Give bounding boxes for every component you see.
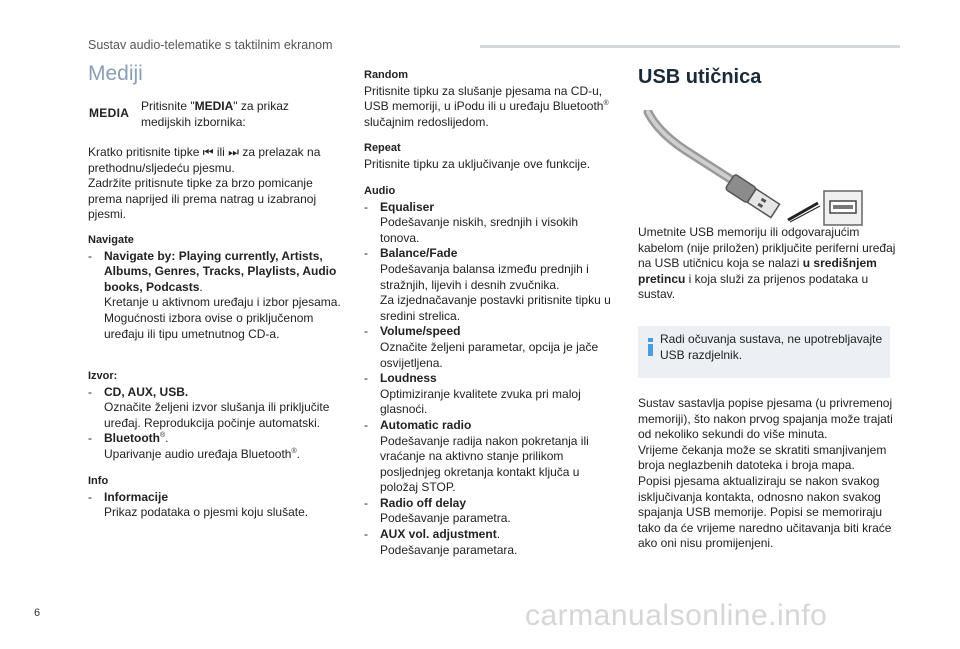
list-item: - Equaliser Podešavanje niskih, srednjih i visokih tonova. <box>364 199 579 245</box>
list-item: - Loudness Optimiziranje kvalitete zvuka pri maloj glasnoći. <box>364 371 581 417</box>
section-title-usb: USB utičnica <box>638 66 762 88</box>
random-label: Random <box>364 69 408 81</box>
media-instruction: Pritisnite "MEDIA" za prikaz medijskih izbornika: <box>141 99 289 129</box>
repeat-label: Repeat <box>364 142 401 154</box>
media-button-icon: MEDIA <box>89 106 130 120</box>
page-number: 6 <box>34 607 41 619</box>
repeat-section: Repeat Pritisnite tipku za uključivanje ove funkcije. <box>364 141 619 172</box>
izvor-label: Izvor: <box>88 370 118 382</box>
audio-label: Audio <box>364 185 396 197</box>
navigate-label: Navigate <box>88 234 134 246</box>
navigate-option: Navigate by: Playing currently, Artists, Albums, Genres, Tracks, Playlists, Audio books, Podcasts <box>104 248 337 294</box>
usb-instruction: Umetnite USB memoriju ili odgovarajućim kabelom (nije priložen) priključite periferni uređaj na USB utičnicu koja se nalazi u središnjem pretincu i koja služi za prijenos podataka u sustav. <box>638 225 896 302</box>
list-item: - Automatic radio Podešavanje radija nakon pokretanja ili vraćanje na aktivno stanje prilikom posljednjeg okretanja kontakt ključa u položaj STOP. <box>364 417 589 495</box>
navigate-section: Navigate - Navigate by: Playing currently, Artists, Albums, Genres, Tracks, Playlists, Audio books, Podcasts. Kretanje u aktivnom uređaju i izbor pjesama. Mogućnosti izbora ovise o priključenom uređaju ili tipu umetnutnog CD-a. <box>88 233 343 342</box>
usb-plug-illustration <box>640 110 880 230</box>
section-title-mediji: Mediji <box>88 62 143 85</box>
list-item: - Radio off delay Podešavanje parametra. <box>364 495 511 526</box>
list-item: - Volume/speed Označite željeni parametar, opcija je jače osvijetljena. <box>364 324 599 370</box>
izvor-section: Izvor: - CD, AUX, USB. Označite željeni izvor slušanja ili priključite uređaj. Reprodukcija počinje automatski. - Bluetooth®. Uparivanje audio uređaja Bluetooth®. <box>88 369 343 463</box>
watermark: carmanualsonline.info <box>525 599 828 632</box>
info-note-box <box>638 326 890 378</box>
header-title: Sustav audio-telematike s taktilnim ekranom <box>88 38 333 52</box>
note-text: Radi očuvanja sustava, ne upotrebljavajte USB razdjelnik. <box>660 332 883 362</box>
info-label: Info <box>88 475 109 487</box>
playlist-info: Sustav sastavlja popise pjesama (u privremenoj memoriji), što nakon prvog spajanja može trajati od nekoliko sekundi do više minuta. Vrijeme čekanja može se skratiti smanjivanjem broja neglazbenih datoteka i broja mapa. Popisi pjesama aktualiziraju se nakon svakog isključivanja kontakta, odnosno nakon svakog spajanja USB memorije. Popisi se memoriraju tako da će vrijeme naredno učitavanja biti kraće ako oni nisu promijenjeni. <box>638 396 893 551</box>
info-icon <box>648 338 653 356</box>
header-divider <box>480 45 900 48</box>
list-item: - Balance/Fade Podešavanja balansa između prednjih i stražnjih, lijevih i desnih zvučnika. Za izjednačavanje postavki pritisnite tipku u sredini strelica. <box>364 246 611 323</box>
audio-section <box>364 184 619 558</box>
list-item: - AUX vol. adjustment. Podešavanje parametara. <box>364 527 518 557</box>
intro-text: Kratko pritisnite tipke ⏮ ili ⏭ za prelazak na prethodnu/sljedeću pjesmu. Zadržite pritisnute tipke za brzo pomicanje prema naprijed ili prema natrag u izabranoj pjesmi. <box>88 145 321 222</box>
info-section: Info - Informacije Prikaz podataka o pjesmi koju slušate. <box>88 474 343 521</box>
random-section: Random Pritisnite tipku za slušanje pjesama na CD-u, USB memoriji, u iPodu ili u uređaju Bluetooth® slučajnim redoslijedom. <box>364 68 619 130</box>
